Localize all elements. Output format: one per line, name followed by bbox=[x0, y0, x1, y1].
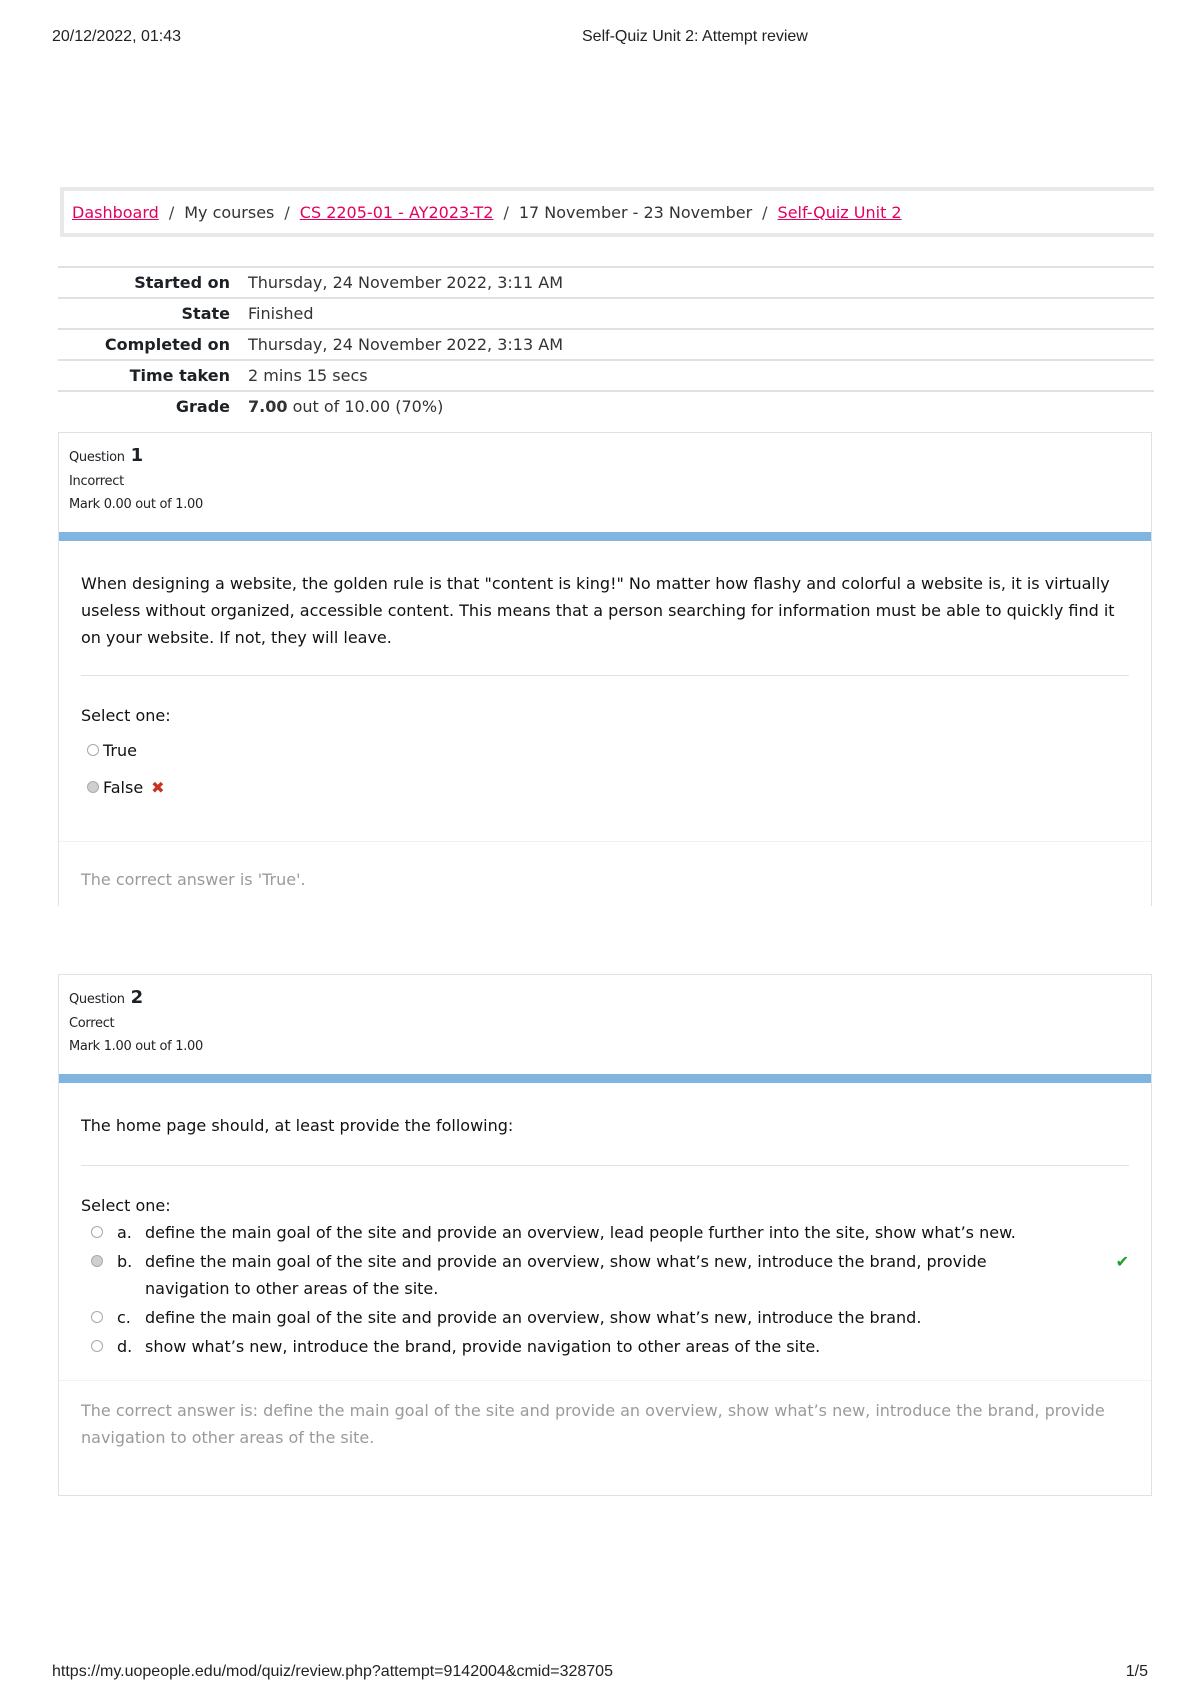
question-status: Incorrect bbox=[69, 474, 124, 489]
select-prompt: Select one: bbox=[81, 706, 171, 725]
incorrect-icon: ✖ bbox=[151, 778, 165, 797]
radio-button-selected[interactable] bbox=[87, 781, 99, 793]
breadcrumb-my-courses: My courses bbox=[184, 202, 275, 222]
summary-label: Grade bbox=[175, 397, 230, 416]
question-divider-bar bbox=[59, 532, 1151, 541]
answer-option-d[interactable] bbox=[81, 1333, 1129, 1360]
question-divider-bar bbox=[59, 1074, 1151, 1083]
correct-checkmark-icon: ✔ bbox=[1115, 1252, 1129, 1271]
radio-button-selected[interactable] bbox=[91, 1255, 103, 1267]
correct-answer-feedback: The correct answer is 'True'. bbox=[59, 841, 1151, 913]
answer-option-a[interactable] bbox=[81, 1219, 1129, 1246]
summary-value: Finished bbox=[248, 304, 314, 323]
breadcrumb bbox=[60, 187, 1154, 237]
breadcrumb-quiz-link[interactable]: Self-Quiz Unit 2 bbox=[777, 202, 902, 222]
print-page-number: 1/5 bbox=[1125, 1663, 1148, 1680]
question-number: Question 1 bbox=[69, 445, 143, 466]
breadcrumb-separator: / bbox=[168, 202, 175, 222]
breadcrumb-dashboard-link[interactable]: Dashboard bbox=[72, 202, 159, 222]
summary-label: State bbox=[181, 304, 230, 323]
radio-button[interactable] bbox=[91, 1226, 103, 1238]
print-title: Self-Quiz Unit 2: Attempt review bbox=[582, 28, 808, 45]
option-label: define the main goal of the site and provide an overview, lead people further into the site, show what’s new. bbox=[145, 1223, 1016, 1242]
breadcrumb-separator: / bbox=[503, 202, 509, 222]
breadcrumb-week: 17 November - 23 November bbox=[518, 202, 753, 222]
summary-row-started bbox=[58, 267, 1154, 298]
question-text: The home page should, at least provide the following: bbox=[81, 1112, 1129, 1166]
question-info bbox=[59, 433, 1151, 532]
summary-value: 2 mins 15 secs bbox=[248, 366, 368, 385]
question-2 bbox=[58, 974, 1152, 1496]
question-status: Correct bbox=[69, 1016, 115, 1031]
attempt-summary-table bbox=[58, 266, 1154, 421]
radio-button[interactable] bbox=[91, 1311, 103, 1323]
grade-score: 7.00 bbox=[248, 397, 288, 416]
question-content bbox=[59, 541, 1151, 821]
question-1 bbox=[58, 432, 1152, 906]
option-letter: a. bbox=[117, 1223, 132, 1242]
answer-option-true[interactable] bbox=[81, 737, 1129, 764]
summary-value: Thursday, 24 November 2022, 3:11 AM bbox=[248, 273, 563, 292]
grade-rest: out of 10.00 (70%) bbox=[287, 397, 444, 416]
option-label: define the main goal of the site and provide an overview, show what’s new, introduce the brand. bbox=[145, 1308, 922, 1327]
question-info bbox=[59, 975, 1151, 1074]
option-label: show what’s new, introduce the brand, provide navigation to other areas of the site. bbox=[145, 1337, 821, 1356]
radio-button[interactable] bbox=[91, 1340, 103, 1352]
answer-option-c[interactable] bbox=[81, 1304, 1129, 1331]
answer-option-b[interactable] bbox=[81, 1248, 1129, 1302]
option-label: True bbox=[103, 741, 137, 760]
option-label: define the main goal of the site and provide an overview, show what’s new, introduce the brand, provide navigation to other areas of the site. bbox=[145, 1252, 987, 1298]
correct-answer-feedback: The correct answer is: define the main goal of the site and provide an overview, show what’s new, introduce the brand, provide navigation to other areas of the site. bbox=[59, 1380, 1151, 1471]
option-label: False bbox=[103, 778, 144, 797]
select-prompt: Select one: bbox=[81, 1196, 171, 1215]
summary-label: Time taken bbox=[129, 366, 230, 385]
print-date: 20/12/2022, 01:43 bbox=[52, 28, 182, 45]
summary-label: Started on bbox=[134, 273, 230, 292]
question-number: Question 2 bbox=[69, 987, 143, 1008]
option-letter: d. bbox=[117, 1337, 133, 1356]
question-mark: Mark 0.00 out of 1.00 bbox=[69, 497, 203, 512]
option-letter: c. bbox=[117, 1308, 131, 1327]
question-content bbox=[59, 1083, 1151, 1380]
summary-label: Completed on bbox=[104, 335, 230, 354]
summary-row-completed bbox=[58, 329, 1154, 360]
breadcrumb-separator: / bbox=[762, 202, 768, 222]
summary-row-state bbox=[58, 298, 1154, 329]
question-text: When designing a website, the golden rule is that "content is king!" No matter how flashy and colorful a website is, it is virtually useless without organized, accessible content. This means that a person searching for information must be able to quickly find it on your website. If not, they will leave. bbox=[81, 570, 1129, 676]
answer-option-false[interactable] bbox=[81, 774, 1129, 801]
summary-value bbox=[242, 391, 1154, 421]
summary-row-grade bbox=[58, 391, 1154, 421]
summary-value: Thursday, 24 November 2022, 3:13 AM bbox=[248, 335, 563, 354]
breadcrumb-course-link[interactable]: CS 2205-01 - AY2023-T2 bbox=[299, 202, 494, 222]
radio-button[interactable] bbox=[87, 744, 99, 756]
print-url: https://my.uopeople.edu/mod/quiz/review.php?attempt=9142004&cmid=328705 bbox=[52, 1663, 613, 1680]
breadcrumb-separator: / bbox=[284, 202, 290, 222]
question-mark: Mark 1.00 out of 1.00 bbox=[69, 1039, 203, 1054]
option-letter: b. bbox=[117, 1252, 133, 1271]
summary-row-time-taken bbox=[58, 360, 1154, 391]
